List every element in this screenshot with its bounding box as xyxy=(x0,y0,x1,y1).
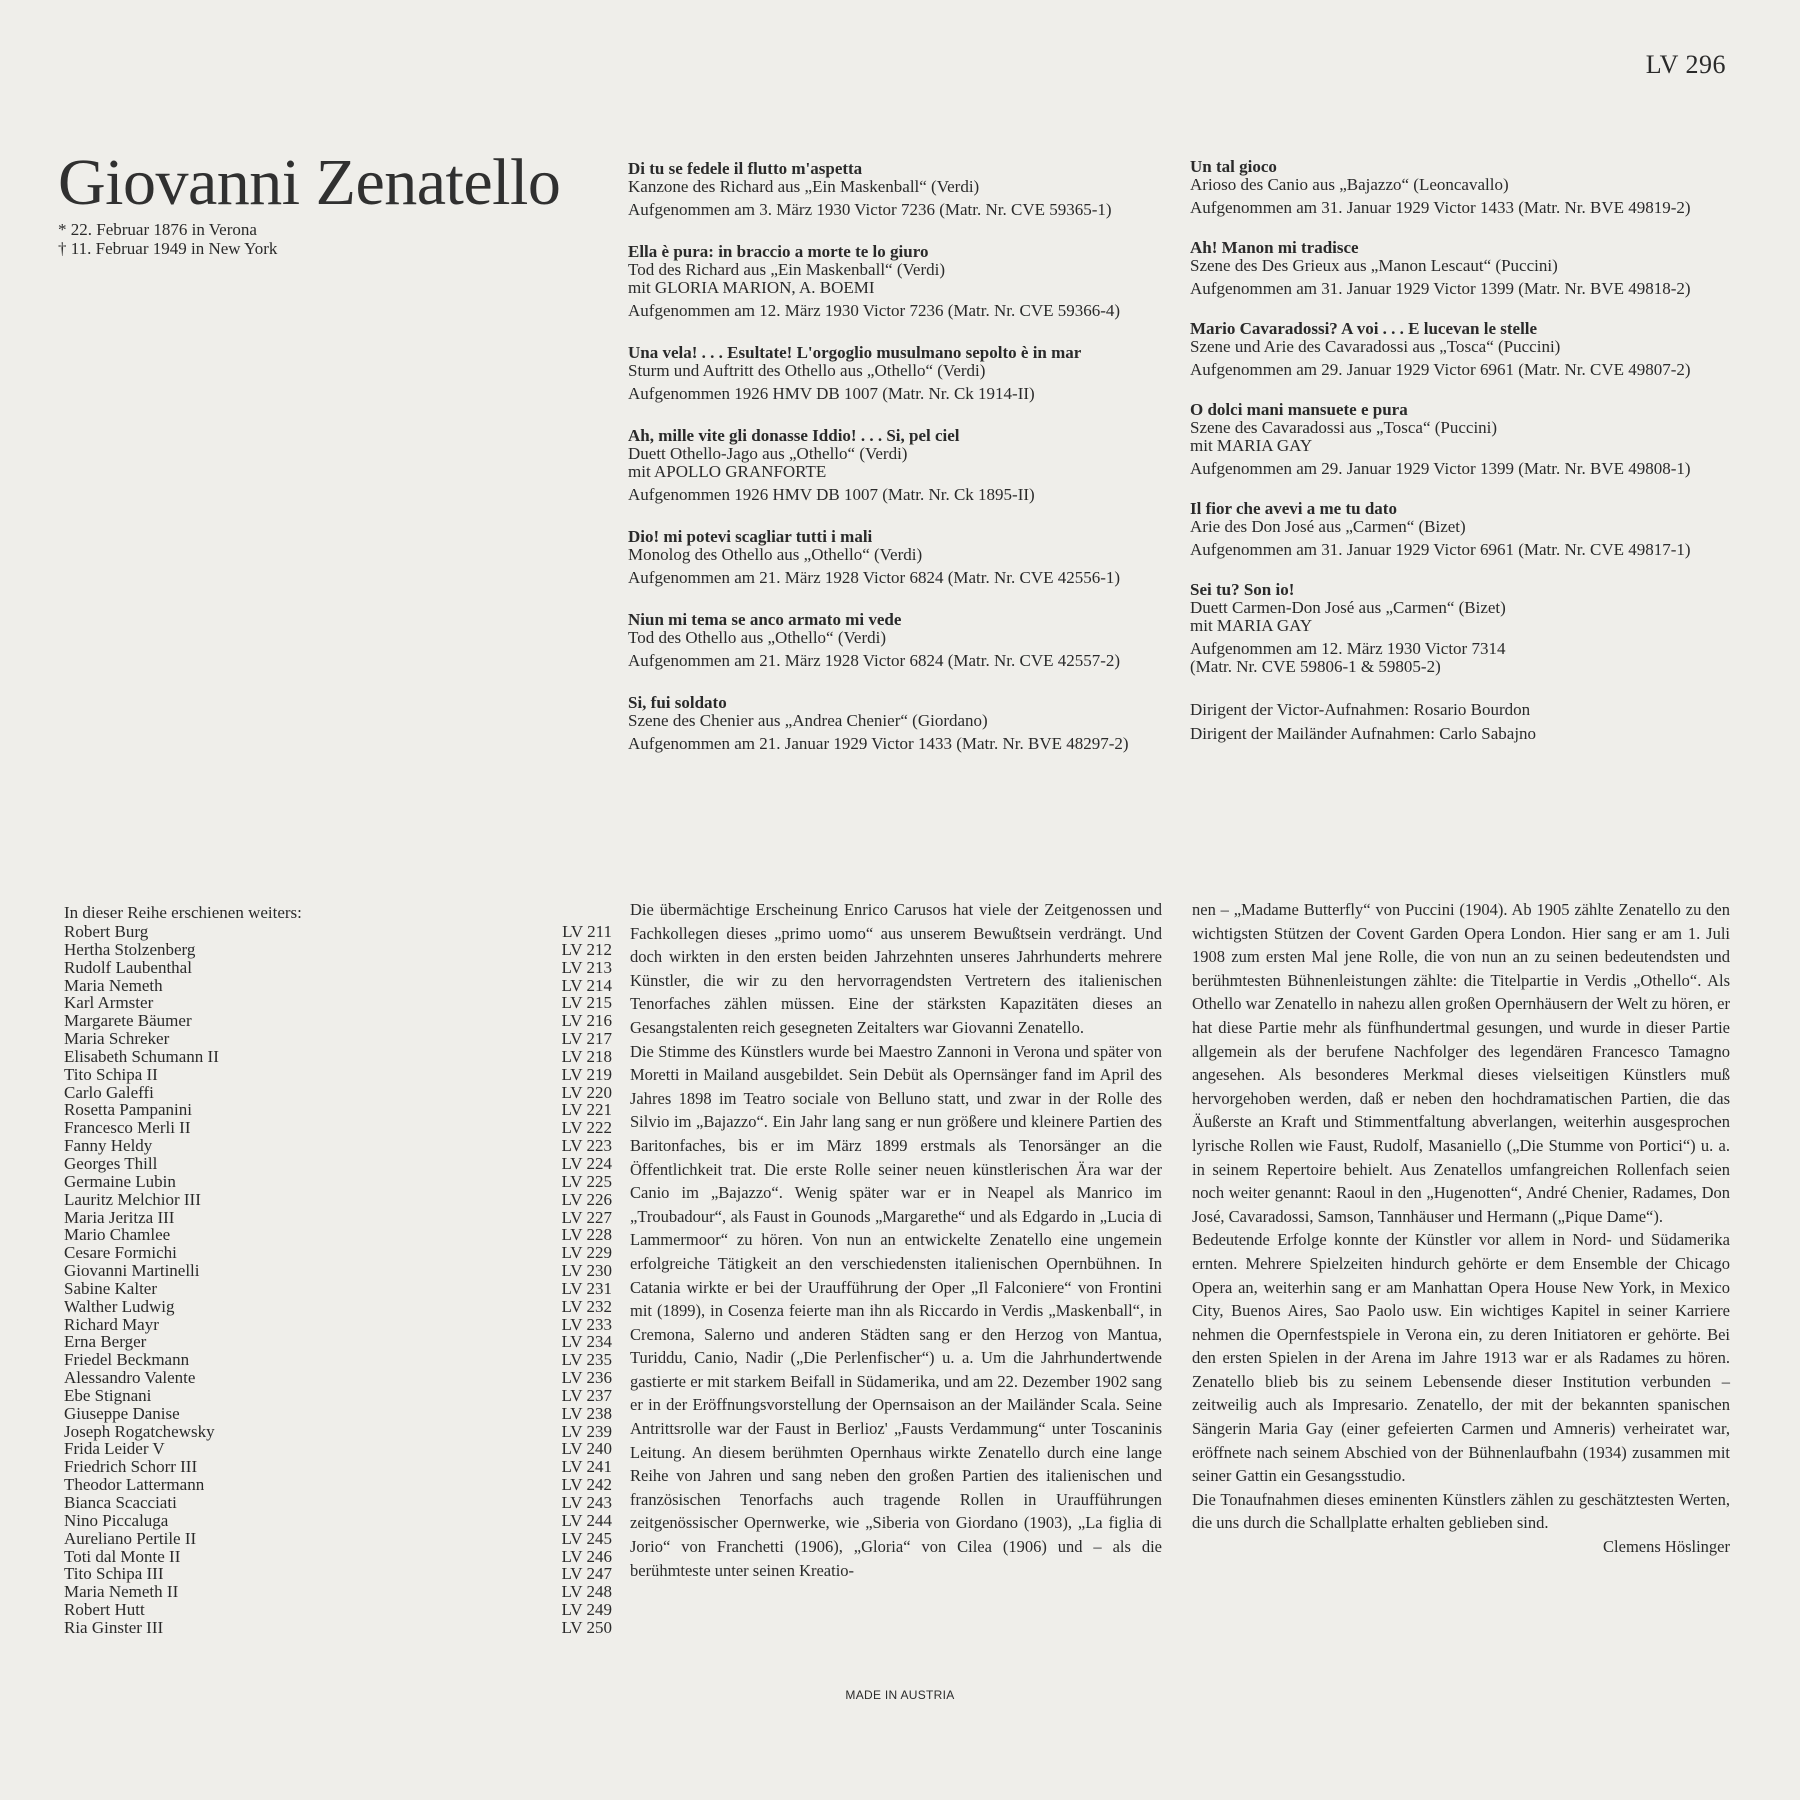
series-row xyxy=(64,1316,612,1334)
track-entry xyxy=(628,427,1168,504)
track-description: Tod des Richard aus „Ein Maskenball“ (Verdi) xyxy=(628,260,945,279)
essay-paragraph: Bedeutende Erfolge konnte der Künstler vor allem in Nord- und Südamerika ernten. Mehrere Spielzeiten hindurch gehörte er dem Ensemble der Chicago Opera an, weiterhin sang er am Manhattan Opera House New York, in Mexico City, Buenos Aires, Sao Paolo usw. Ein wichtiges Kapitel in seiner Karriere nehmen die Opernfestspiele in Verona ein, zu deren Initiatoren er gehörte. Bei den ersten Spielen in der Arena im Jahre 1913 war er als Radames zu hören. Zenatello blieb bis zu seinem Lebensende dieser Institution verbunden – zeitweilig auch als Impresario. Zenatello, der mit der bekannten spanischen Sängerin Maria Gay (einer gefeierten Carmen und Amneris) verheiratet war, eröffnete nach seinem Abschied von der Bühnenlaufbahn (1934) zusammen mit seiner Gattin ein Gesangsstudio. xyxy=(1192,1230,1730,1486)
conductor-milan: Dirigent der Mailänder Aufnahmen: Carlo Sabajno xyxy=(1190,724,1537,743)
series-row xyxy=(64,1209,612,1227)
series-catalog-number: LV 248 xyxy=(561,1582,612,1602)
series-artist: Margarete Bäumer xyxy=(64,1011,192,1031)
series-catalog-number: LV 239 xyxy=(561,1421,612,1441)
track-title: Ella è pura: in braccio a morte te lo giuro xyxy=(628,242,929,261)
series-catalog-number: LV 234 xyxy=(561,1332,612,1352)
series-catalog-number: LV 215 xyxy=(561,993,612,1013)
series-artist: Frida Leider V xyxy=(64,1439,165,1459)
series-catalog-number: LV 227 xyxy=(561,1207,612,1227)
series-artist: Robert Burg xyxy=(64,922,149,941)
series-catalog-number: LV 244 xyxy=(561,1510,612,1530)
track-title: Dio! mi potevi scagliar tutti i mali xyxy=(628,527,873,546)
essay-paragraph: Die übermächtige Erscheinung Enrico Carusos hat viele der Zeitgenossen und Fachkollegen dieses „primo uomo“ aus unserem Bewußtsein verdrängt. Und doch wirkten in den ersten beiden Jahrzehnten unseres Jahrhunderts mehrere Künstler, die wir zu den hervorragendsten Vertretern des italienischen Tenorfaches zählen müssen. Eine der stärksten Kapazitäten dieses an Gesangstalenten reich gesegneten Zeitalters war Giovanni Zenatello. xyxy=(630,900,1162,1037)
series-artist: Nino Piccaluga xyxy=(64,1510,169,1530)
death-date: † 11. Februar 1949 in New York xyxy=(58,239,278,258)
series-row xyxy=(64,1012,612,1030)
series-catalog-number: LV 214 xyxy=(561,975,612,995)
track-title: Sei tu? Son io! xyxy=(1190,580,1295,599)
track-recording-info: Aufgenommen 1926 HMV DB 1007 (Matr. Nr. Ck 1914-II) xyxy=(628,384,1035,403)
conductor-victor: Dirigent der Victor-Aufnahmen: Rosario Bourdon xyxy=(1190,700,1531,719)
series-catalog-number: LV 218 xyxy=(561,1046,612,1066)
series-catalog-number: LV 242 xyxy=(561,1475,612,1495)
series-rows xyxy=(64,923,612,1637)
series-catalog-number: LV 213 xyxy=(561,957,612,977)
series-artist: Maria Nemeth II xyxy=(64,1582,179,1602)
liner-notes-right-paragraphs xyxy=(1192,898,1730,1535)
series-list xyxy=(64,904,612,1637)
series-artist: Sabine Kalter xyxy=(64,1278,157,1298)
series-catalog-number: LV 236 xyxy=(561,1368,612,1388)
track-description: Tod des Othello aus „Othello“ (Verdi) xyxy=(628,628,886,647)
essay-paragraph: Die Tonaufnahmen dieses eminenten Künstlers zählen zu geschätztesten Werten, die uns durch die Schallplatte erhalten geblieben sind. xyxy=(1192,1489,1730,1533)
series-artist: Robert Hutt xyxy=(64,1600,145,1620)
series-catalog-number: LV 247 xyxy=(561,1564,612,1584)
series-row xyxy=(64,1101,612,1119)
series-artist: Alessandro Valente xyxy=(64,1368,196,1388)
series-row xyxy=(64,1619,612,1637)
track-performers: mit APOLLO GRANFORTE xyxy=(628,462,827,481)
track-entry xyxy=(628,611,1168,670)
track-description: Szene des Des Grieux aus „Manon Lescaut“ (Puccini) xyxy=(1190,256,1558,275)
track-performers: mit MARIA GAY xyxy=(1190,616,1313,635)
track-title: Niun mi tema se anco armato mi vede xyxy=(628,610,902,629)
series-row xyxy=(64,1173,612,1191)
track-recording-info: Aufgenommen 1926 HMV DB 1007 (Matr. Nr. Ck 1895-II) xyxy=(628,485,1035,504)
series-catalog-number: LV 211 xyxy=(562,922,612,941)
track-recording-info: Aufgenommen am 12. März 1930 Victor 7236 (Matr. Nr. CVE 59366-4) xyxy=(628,301,1121,320)
series-row xyxy=(64,1030,612,1048)
track-entry xyxy=(628,160,1168,219)
series-artist: Erna Berger xyxy=(64,1332,147,1352)
track-description: Sturm und Auftritt des Othello aus „Othello“ (Verdi) xyxy=(628,361,986,380)
series-row xyxy=(64,941,612,959)
series-catalog-number: LV 216 xyxy=(561,1011,612,1031)
catalog-number: LV 296 xyxy=(1645,50,1726,79)
essay-paragraph: Die Stimme des Künstlers wurde bei Maestro Zannoni in Verona und später von Moretti in Mailand ausgebildet. Sein Debüt als Opernsänger fand im April des Jahres 1898 im Teatro sociale von Belluno statt, und zwar in der Rolle des Silvio im „Bajazzo“. Ein Jahr lang sang er nun größere und kleinere Partien des Baritonfaches, bis er im März 1899 erstmals als Tenorsänger an die Öffentlichkeit trat. Die erste Rolle seiner neuen künstlerischen Ära war der Canio im „Bajazzo“. Wenig später war er in Neapel als Manrico im „Troubadour“, als Faust in Gounods „Margarethe“ und als Edgardo in „Lucia di Lammermoor“ zu hören. Von nun an entwickelte Zenatello eine ungemein erfolgreiche Tätigkeit an den verschiedensten italienischen Opernbühnen. In Catania wirkte er bei der Uraufführung der Oper „Il Falconiere“ von Frontini mit (1899), in Cosenza feierte man ihn als Riccardo in Verdis „Maskenball“, in Cremona, Salerno und anderen Städten sang er den Herzog von Mantua, Turiddu, Canio, Nadir („Die Perlenfischer“) u. a. Um die Jahrhundertwende gastierte er mit starkem Beifall in Südamerika, und am 22. Dezember 1902 sang er in der Eröffnungsvorstellung der Opernsaison an der Mailänder Scala. Seine Antrittsrolle war der Faust in Berlioz' „Fausts Verdammung“ unter Toscaninis Leitung. An diesem berühmten Opernhaus wirkte Zenatello durch eine lange Reihe von Jahren und sang neben den großen Partien des italienischen und französischen Tenorfachs auch tragende Rollen in Uraufführungen zeitgenössischer Opernwerke, wie „Siberia von Giordano (1903), „La figlia di Jorio“ von Franchetti (1906), „Gloria“ von Cilea (1906) und – als die berühmteste unter seinen Kreatio- xyxy=(630,1041,1162,1580)
track-list-left xyxy=(628,160,1168,777)
series-artist: Toti dal Monte II xyxy=(64,1546,181,1566)
track-description: Kanzone des Richard aus „Ein Maskenball“ (Verdi) xyxy=(628,177,980,196)
series-catalog-number: LV 228 xyxy=(561,1225,612,1245)
series-catalog-number: LV 220 xyxy=(561,1082,612,1102)
series-catalog-number: LV 245 xyxy=(561,1528,612,1548)
series-row xyxy=(64,923,612,941)
track-title: Ah! Manon mi tradisce xyxy=(1190,238,1359,257)
series-catalog-number: LV 250 xyxy=(561,1617,612,1637)
series-catalog-number: LV 249 xyxy=(561,1600,612,1620)
made-in-label: MADE IN AUSTRIA xyxy=(845,1688,955,1702)
series-row xyxy=(64,1298,612,1316)
series-catalog-number: LV 233 xyxy=(561,1314,612,1334)
series-catalog-number: LV 229 xyxy=(561,1243,612,1263)
series-catalog-number: LV 225 xyxy=(561,1171,612,1191)
track-recording-info: Aufgenommen am 29. Januar 1929 Victor 1399 (Matr. Nr. BVE 49808-1) xyxy=(1190,459,1691,478)
track-matrix-info: (Matr. Nr. CVE 59806-1 & 59805-2) xyxy=(1190,657,1441,676)
series-artist: Francesco Merli II xyxy=(64,1118,191,1138)
author-signature: Clemens Höslinger xyxy=(1603,1537,1730,1557)
series-artist: Maria Jeritza III xyxy=(64,1207,175,1227)
artist-name: Giovanni Zenatello xyxy=(58,146,561,219)
series-heading: In dieser Reihe erschienen weiters: xyxy=(64,903,302,922)
series-catalog-number: LV 240 xyxy=(561,1439,612,1459)
series-row xyxy=(64,1476,612,1494)
series-artist: Cesare Formichi xyxy=(64,1243,177,1263)
series-artist: Lauritz Melchior III xyxy=(64,1189,201,1209)
series-artist: Richard Mayr xyxy=(64,1314,159,1334)
track-recording-info: Aufgenommen am 31. Januar 1929 Victor 6961 (Matr. Nr. CVE 49817-1) xyxy=(1190,540,1691,559)
series-artist: Aureliano Pertile II xyxy=(64,1528,197,1548)
series-artist: Joseph Rogatchewsky xyxy=(64,1421,215,1441)
series-catalog-number: LV 231 xyxy=(561,1278,612,1298)
track-title: Mario Cavaradossi? A voi . . . E lucevan le stelle xyxy=(1190,319,1538,338)
track-entry xyxy=(1190,239,1750,298)
track-title: Ah, mille vite gli donasse Iddio! . . . Si, pel ciel xyxy=(628,426,960,445)
series-row xyxy=(64,977,612,995)
track-performers: mit GLORIA MARION, A. BOEMI xyxy=(628,278,875,297)
birth-date: * 22. Februar 1876 in Verona xyxy=(58,220,257,239)
series-artist: Bianca Scacciati xyxy=(64,1493,177,1512)
series-artist: Friedrich Schorr III xyxy=(64,1457,198,1477)
series-artist: Walther Ludwig xyxy=(64,1296,175,1316)
series-row xyxy=(64,1458,612,1476)
liner-notes-left xyxy=(630,898,1162,1582)
series-catalog-number: LV 217 xyxy=(561,1029,612,1049)
series-row xyxy=(64,1155,612,1173)
track-recording-info: Aufgenommen am 31. Januar 1929 Victor 1433 (Matr. Nr. BVE 49819-2) xyxy=(1190,198,1691,217)
track-list-right xyxy=(1190,158,1750,746)
series-catalog-number: LV 235 xyxy=(561,1350,612,1370)
series-row xyxy=(64,1351,612,1369)
track-entry xyxy=(628,344,1168,403)
liner-notes-right xyxy=(1192,898,1730,1559)
series-artist: Tito Schipa III xyxy=(64,1564,164,1584)
track-description: Arioso des Canio aus „Bajazzo“ (Leoncavallo) xyxy=(1190,175,1509,194)
track-entry xyxy=(1190,401,1750,478)
track-recording-info: Aufgenommen am 21. März 1928 Victor 6824 (Matr. Nr. CVE 42556-1) xyxy=(628,568,1121,587)
series-artist: Giovanni Martinelli xyxy=(64,1261,200,1281)
series-artist: Mario Chamlee xyxy=(64,1225,171,1245)
track-entry xyxy=(628,528,1168,587)
life-dates xyxy=(58,220,277,258)
series-artist: Georges Thill xyxy=(64,1153,158,1173)
conductor-credits xyxy=(1190,698,1750,746)
series-catalog-number: LV 226 xyxy=(561,1189,612,1209)
series-catalog-number: LV 246 xyxy=(561,1546,612,1566)
series-artist: Hertha Stolzenberg xyxy=(64,939,196,959)
series-row xyxy=(64,1369,612,1387)
track-description: Monolog des Othello aus „Othello“ (Verdi) xyxy=(628,545,923,564)
track-description: Duett Carmen-Don José aus „Carmen“ (Bizet) xyxy=(1190,598,1506,617)
series-artist: Elisabeth Schumann II xyxy=(64,1046,219,1066)
track-description: Szene und Arie des Cavaradossi aus „Tosca“ (Puccini) xyxy=(1190,337,1561,356)
track-entry xyxy=(1190,581,1750,676)
series-catalog-number: LV 238 xyxy=(561,1403,612,1423)
track-description: Szene des Chenier aus „Andrea Chenier“ (Giordano) xyxy=(628,711,988,730)
series-row xyxy=(64,1601,612,1619)
series-row xyxy=(64,1119,612,1137)
series-artist: Tito Schipa II xyxy=(64,1064,158,1084)
track-recording-info: Aufgenommen am 3. März 1930 Victor 7236 (Matr. Nr. CVE 59365-1) xyxy=(628,200,1112,219)
track-entry xyxy=(628,694,1168,753)
series-artist: Carlo Galeffi xyxy=(64,1082,154,1102)
series-row xyxy=(64,994,612,1012)
series-artist: Ria Ginster III xyxy=(64,1617,164,1637)
track-recording-info: Aufgenommen am 12. März 1930 Victor 7314 xyxy=(1190,639,1506,658)
track-entry xyxy=(1190,320,1750,379)
series-row xyxy=(64,1512,612,1530)
track-performers: mit MARIA GAY xyxy=(1190,436,1313,455)
series-row xyxy=(64,1440,612,1458)
series-artist: Rudolf Laubenthal xyxy=(64,957,192,977)
track-entry xyxy=(628,243,1168,320)
series-artist: Friedel Beckmann xyxy=(64,1350,190,1370)
series-artist: Giuseppe Danise xyxy=(64,1403,180,1423)
series-row xyxy=(64,1244,612,1262)
track-description: Duett Othello-Jago aus „Othello“ (Verdi) xyxy=(628,444,908,463)
series-catalog-number: LV 212 xyxy=(561,939,612,959)
track-recording-info: Aufgenommen am 31. Januar 1929 Victor 1399 (Matr. Nr. BVE 49818-2) xyxy=(1190,279,1691,298)
series-row xyxy=(64,1548,612,1566)
series-row xyxy=(64,1494,612,1512)
series-artist: Germaine Lubin xyxy=(64,1171,176,1191)
series-row xyxy=(64,1048,612,1066)
track-title: Un tal gioco xyxy=(1190,157,1277,176)
series-row xyxy=(64,1137,612,1155)
track-title: Il fior che avevi a me tu dato xyxy=(1190,499,1397,518)
series-row xyxy=(64,1583,612,1601)
track-description: Szene des Cavaradossi aus „Tosca“ (Puccini) xyxy=(1190,418,1498,437)
series-catalog-number: LV 241 xyxy=(561,1457,612,1477)
series-row xyxy=(64,1066,612,1084)
series-artist: Maria Nemeth xyxy=(64,975,163,995)
series-artist: Karl Armster xyxy=(64,993,154,1013)
series-row xyxy=(64,1262,612,1280)
series-row xyxy=(64,1191,612,1209)
series-artist: Fanny Heldy xyxy=(64,1136,153,1156)
series-row xyxy=(64,1423,612,1441)
essay-paragraph: nen – „Madame Butterfly“ von Puccini (1904). Ab 1905 zählte Zenatello zu den wichtigsten Stützen der Covent Garden Opera London. Hier sang er am 1. Juli 1908 zum ersten Mal jene Rolle, die von nun an zu seinen bedeutendsten und berühmtesten Bühnenleistungen zählte: die Titelpartie in Verdis „Othello“. Als Othello war Zenatello in nahezu allen großen Opernhäusern der Welt zu hören, er hat diese Partie mehr als fünfhundertmal gesungen, und wurde in dieser Partie allgemein als der berufene Nachfolger des legendären Francesco Tamagno angesehen. Als besonderes Merkmal dieses vielseitigen Künstlers muß hervorgehoben werden, daß er neben den hochdramatischen Partien, die das Äußerste an Kraft und Stimmentfaltung abverlangen, weiterhin ausgesprochen lyrische Rollen wie Faust, Rudolf, Masaniello („Die Stumme von Portici“) u. a. in seinem Repertoire behielt. Aus Zenatellos umfangreichen Rollenfach seien noch weiter genannt: Raoul in den „Hugenotten“, André Chenier, Radames, Don José, Cavaradossi, Samson, Tannhäuser und Hermann („Pique Dame“). xyxy=(1192,900,1730,1226)
series-row xyxy=(64,1333,612,1351)
series-artist: Ebe Stignani xyxy=(64,1385,152,1405)
series-row xyxy=(64,1387,612,1405)
series-row xyxy=(64,1084,612,1102)
series-row xyxy=(64,959,612,977)
series-row xyxy=(64,1530,612,1548)
series-artist: Rosetta Pampanini xyxy=(64,1100,192,1120)
track-recording-info: Aufgenommen am 21. Januar 1929 Victor 1433 (Matr. Nr. BVE 48297-2) xyxy=(628,734,1129,753)
track-list-right-items xyxy=(1190,158,1750,676)
series-row xyxy=(64,1280,612,1298)
series-catalog-number: LV 243 xyxy=(561,1493,612,1512)
track-entry xyxy=(1190,158,1750,217)
series-catalog-number: LV 221 xyxy=(561,1100,612,1120)
track-entry xyxy=(1190,500,1750,559)
series-catalog-number: LV 224 xyxy=(561,1153,612,1173)
series-row xyxy=(64,1226,612,1244)
series-catalog-number: LV 222 xyxy=(561,1118,612,1138)
track-recording-info: Aufgenommen am 21. März 1928 Victor 6824 (Matr. Nr. CVE 42557-2) xyxy=(628,651,1121,670)
series-row xyxy=(64,1565,612,1583)
series-catalog-number: LV 219 xyxy=(561,1064,612,1084)
series-catalog-number: LV 237 xyxy=(561,1385,612,1405)
track-description: Arie des Don José aus „Carmen“ (Bizet) xyxy=(1190,517,1466,536)
track-title: Una vela! . . . Esultate! L'orgoglio musulmano sepolto è in mar xyxy=(628,343,1082,362)
series-catalog-number: LV 230 xyxy=(561,1261,612,1281)
series-artist: Maria Schreker xyxy=(64,1029,170,1049)
track-title: O dolci mani mansuete e pura xyxy=(1190,400,1408,419)
series-artist: Theodor Lattermann xyxy=(64,1475,205,1495)
series-catalog-number: LV 232 xyxy=(561,1296,612,1316)
track-title: Di tu se fedele il flutto m'aspetta xyxy=(628,159,863,178)
track-title: Si, fui soldato xyxy=(628,693,727,712)
track-recording-info: Aufgenommen am 29. Januar 1929 Victor 6961 (Matr. Nr. CVE 49807-2) xyxy=(1190,360,1691,379)
series-catalog-number: LV 223 xyxy=(561,1136,612,1156)
series-row xyxy=(64,1405,612,1423)
